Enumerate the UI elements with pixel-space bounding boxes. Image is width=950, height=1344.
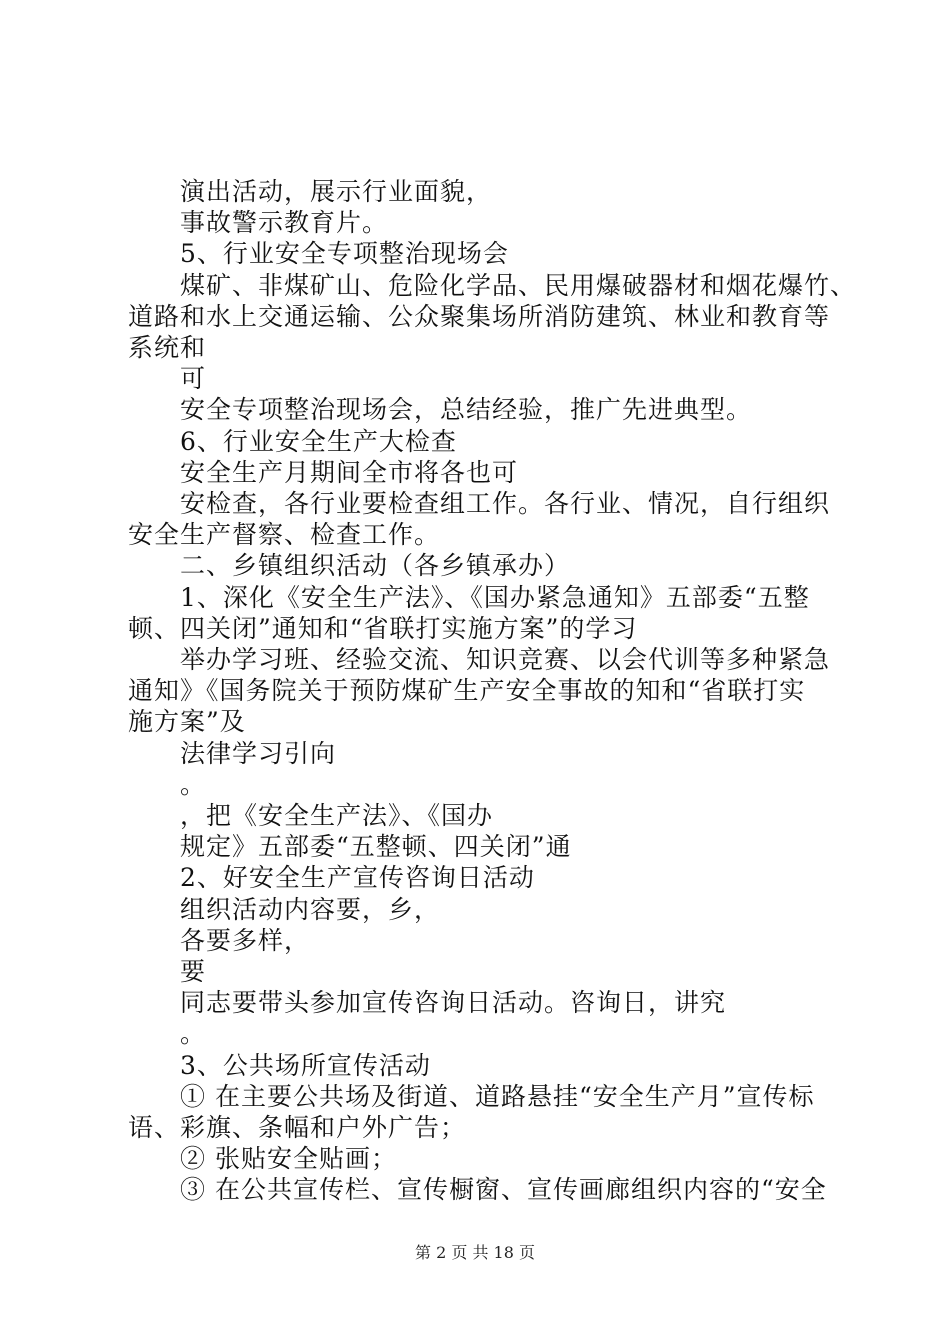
text-line: 法律学习引向 (180, 739, 337, 768)
text-line: 。 (180, 770, 207, 799)
text-line: 安全生产督察、检查工作。 (128, 520, 441, 549)
text-line: 3、公共场所宣传活动 (180, 1051, 431, 1080)
text-line: 要 (180, 957, 207, 986)
text-line: 煤矿、非煤矿山、危险化学品、民用爆破器材和烟花爆竹、 (180, 271, 857, 300)
text-line: 5、行业安全专项整治现场会 (180, 239, 509, 268)
text-line: 系统和 (128, 333, 207, 362)
text-line: 安检查，各行业要检查组工作。各行业、情况，自行组织 (180, 489, 831, 518)
text-line: 6、行业安全生产大检查 (180, 427, 457, 456)
text-line: 安全生产月期间全市将各也可 (180, 458, 519, 487)
text-line: 各要多样， (180, 926, 311, 955)
text-line: 施方案”及 (128, 707, 246, 736)
text-line: ，把《安全生产法》、《国办 (180, 801, 494, 830)
text-line: 通知》《国务院关于预防煤矿生产安全事故的知和“省联打实 (128, 676, 806, 705)
page-footer: 第 2 页 共 18 页 (415, 1243, 535, 1262)
text-line: ③ 在公共宣传栏、宣传橱窗、宣传画廊组织内容的“安全 (180, 1175, 827, 1204)
text-line: 事故警示教育片。 (180, 208, 389, 237)
text-line: 。 (180, 1019, 207, 1048)
text-line: 演出活动，展示行业面貌， (180, 177, 493, 206)
text-line: 语、彩旗、条幅和户外广告； (128, 1113, 467, 1142)
text-line: 规定》五部委“五整顿、四关闭”通 (180, 832, 572, 861)
text-line: 同志要带头参加宣传咨询日活动。咨询日，讲究 (180, 988, 727, 1017)
text-line: 顿、四关闭”通知和“省联打实施方案”的学习 (128, 614, 638, 643)
text-line: 1、深化《安全生产法》、《国办紧急通知》五部委“五整 (180, 583, 810, 612)
text-line: 道路和水上交通运输、公众聚集场所消防建筑、林业和教育等 (128, 302, 831, 331)
text-line: 举办学习班、经验交流、知识竞赛、以会代训等多种紧急 (180, 645, 831, 674)
text-line: 安全专项整治现场会，总结经验，推广先进典型。 (180, 395, 753, 424)
text-line: 2、好安全生产宣传咨询日活动 (180, 863, 535, 892)
text-line: 组织活动内容要，乡， (180, 895, 441, 924)
text-line: ① 在主要公共场及街道、道路悬挂“安全生产月”宣传标 (180, 1082, 815, 1111)
text-line: ② 张贴安全贴画； (180, 1144, 397, 1173)
section-heading: 二、乡镇组织活动（各乡镇承办） (180, 551, 571, 580)
text-line: 可 (180, 364, 207, 393)
